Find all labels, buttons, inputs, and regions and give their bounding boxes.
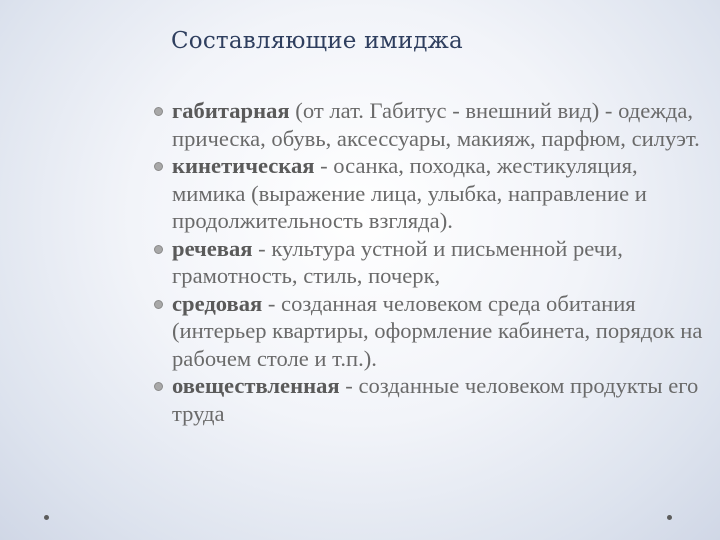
- list-item: [150, 372, 705, 427]
- item-term: речевая: [172, 235, 253, 261]
- bullet-icon: [154, 162, 163, 171]
- item-text: - осанка, походка, жестикуляция, мимика (выражение лица, улыбка, направление и продолжительность взгляда).: [172, 153, 647, 233]
- list-item: [150, 290, 705, 373]
- slide-title: Составляющие имиджа: [171, 28, 463, 54]
- bullet-icon: [154, 107, 163, 116]
- item-term: габитарная: [172, 98, 290, 123]
- item-term: овеществленная: [172, 373, 340, 398]
- item-text: (от лат. Габитус - внешний вид) - одежда, прическа, обувь, аксессуары, макияж, парфюм, силуэт.: [172, 98, 700, 151]
- list-item: [150, 152, 705, 235]
- item-term: кинетическая: [172, 153, 315, 178]
- bullet-icon: [154, 300, 163, 309]
- corner-dot-left: [44, 515, 49, 520]
- list-item: [150, 235, 705, 290]
- bullet-icon: [154, 382, 163, 391]
- corner-dot-right: [667, 515, 672, 520]
- list-item: [150, 97, 705, 152]
- item-text: - созданные человеком продукты его труда: [172, 373, 699, 426]
- item-term: средовая: [172, 290, 263, 316]
- bullet-icon: [154, 245, 163, 254]
- bullet-list: [150, 97, 705, 427]
- item-text: - культура устной и письменной речи, грамотность, стиль, почерк,: [172, 235, 623, 288]
- item-text: - созданная человеком среда обитания (интерьер квартиры, оформление кабинета, порядок на рабочем столе и т.п.).: [172, 290, 703, 371]
